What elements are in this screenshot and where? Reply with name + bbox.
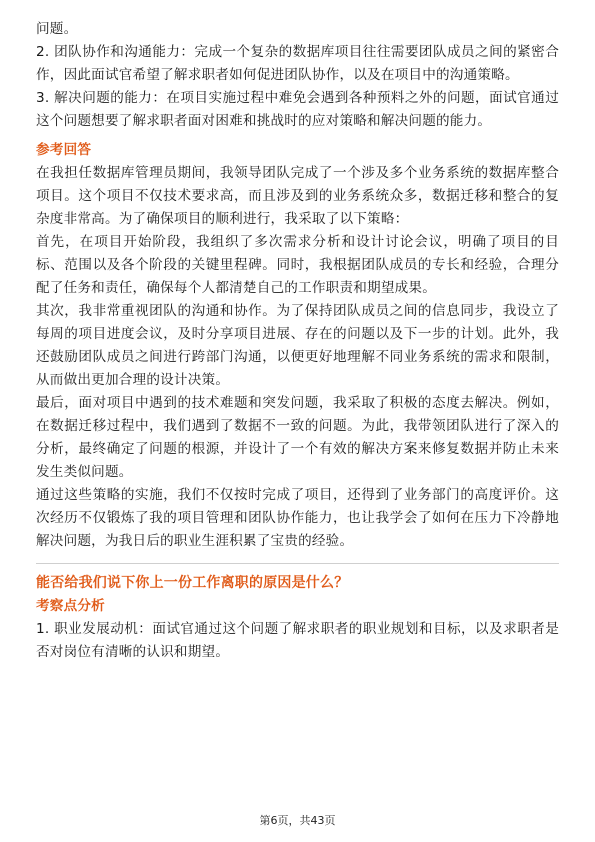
answer-paragraph-conclusion: 通过这些策略的实施，我们不仅按时完成了项目，还得到了业务部门的高度评价。这次经历不仅锻炼了我的项目管理和团队协作能力，也让我学会了如何在压力下冷静地解决问题，为我日后的职业生涯积累了宝贵的经验。	[36, 487, 559, 549]
reference-answer-heading: 参考回答	[36, 142, 92, 158]
analysis-point-2: 2. 团队协作和沟通能力：完成一个复杂的数据库项目往往需要团队成员之间的紧密合作，因此面试官希望了解求职者如何促进团队协作，以及在项目中的沟通策略。	[36, 44, 559, 83]
continuation-text: 问题。	[36, 21, 78, 37]
answer-paragraph-first: 首先，在项目开始阶段，我组织了多次需求分析和设计讨论会议，明确了项目的目标、范围以及各个阶段的关键里程碑。同时，我根据团队成员的专长和经验，合理分配了任务和责任，确保每个人都清楚自己的工作职责和期望成果。	[36, 234, 559, 296]
analysis-point-3: 3. 解决问题的能力：在项目实施过程中难免会遇到各种预料之外的问题，面试官通过这个问题想要了解求职者面对困难和挑战时的应对策略和解决问题的能力。	[36, 90, 559, 129]
answer-paragraph-second: 其次，我非常重视团队的沟通和协作。为了保持团队成员之间的信息同步，我设立了每周的项目进度会议，及时分享项目进展、存在的问题以及下一步的计划。此外，我还鼓励团队成员之间进行跨部门沟通，以便更好地理解不同业务系统的需求和限制，从而做出更加合理的设计决策。	[36, 303, 559, 388]
question-title: 能否给我们说下你上一份工作离职的原因是什么？	[36, 575, 349, 591]
section-divider	[36, 563, 559, 564]
analysis-point-1: 1. 职业发展动机：面试官通过这个问题了解求职者的职业规划和目标，以及求职者是否对岗位有清晰的认识和期望。	[36, 621, 559, 660]
page-number: 第6页，共43页	[259, 814, 336, 827]
page-content	[36, 18, 559, 664]
answer-paragraph-last: 最后，面对项目中遇到的技术难题和突发问题，我采取了积极的态度去解决。例如，在数据迁移过程中，我们遇到了数据不一致的问题。为此，我带领团队进行了深入的分析，最终确定了问题的根源，并设计了一个有效的解决方案来修复数据并防止未来发生类似问题。	[36, 395, 559, 480]
answer-paragraph-intro: 在我担任数据库管理员期间，我领导团队完成了一个涉及多个业务系统的数据库整合项目。这个项目不仅技术要求高，而且涉及到的业务系统众多，数据迁移和整合的复杂度非常高。为了确保项目的顺利进行，我采取了以下策略：	[36, 165, 559, 227]
analysis-heading: 考察点分析	[36, 598, 105, 614]
